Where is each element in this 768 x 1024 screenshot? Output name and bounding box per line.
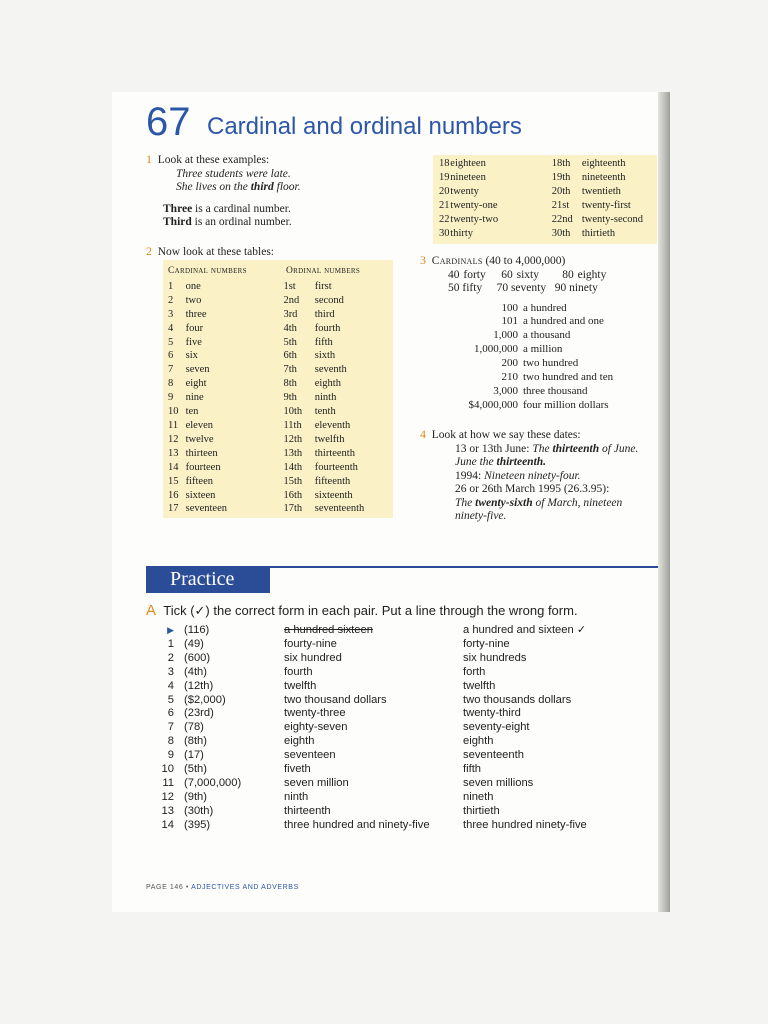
item-value: (12th)	[184, 679, 214, 692]
table-cell: 16th	[283, 489, 303, 501]
exercise-item	[160, 707, 587, 721]
option-b[interactable]: seventeenth	[463, 749, 524, 762]
table-cell: two	[185, 294, 202, 306]
item-number: 14	[161, 818, 174, 831]
exercise-item	[160, 791, 587, 805]
table-cell: fourteen	[185, 461, 221, 473]
unit-title: Cardinal and ordinal numbers	[207, 113, 522, 140]
option-a[interactable]: twenty-three	[284, 707, 346, 720]
table-cell: eighteenth	[581, 158, 626, 169]
table-row	[168, 502, 393, 516]
table-row	[168, 377, 393, 391]
number-figure: 1,000	[493, 329, 518, 342]
table-row	[439, 157, 657, 171]
item-number: 7	[167, 721, 174, 734]
table-cell: 2nd	[283, 294, 300, 306]
item-number: 10	[161, 763, 174, 776]
section-4: 4 Look at how we say these dates: 13 or 13th June: The thirteenth of June. June the thirteenth. 1994: Nineteen ninety-four. 26 or 26th March 1995 (26.3.95): The twenty-sixth of March, nineteen ninety-five.	[420, 427, 639, 522]
table-cell: 6th	[283, 350, 297, 362]
number-words: a hundred	[523, 301, 567, 314]
table-cell: 12	[168, 433, 179, 445]
number-words: three thousand	[523, 384, 588, 397]
table-cell: thirty	[450, 227, 474, 239]
table-cell: 11	[168, 419, 179, 431]
table-cell: nineteen	[450, 171, 486, 183]
table-cell: 4th	[283, 322, 297, 334]
item-number: 6	[167, 707, 174, 720]
table-cell: 16	[168, 489, 179, 501]
table-cell: second	[314, 294, 344, 306]
item-value: (600)	[184, 651, 211, 664]
table-cell: 20	[439, 185, 450, 197]
table-cell: ninth	[314, 392, 337, 404]
table-cell: 10	[168, 406, 179, 418]
table-cell: 1st	[283, 280, 296, 292]
item-value: (4th)	[184, 665, 208, 678]
exercise-item	[160, 652, 587, 666]
option-b[interactable]: fifth	[463, 763, 482, 776]
table-cell: eleventh	[314, 419, 351, 431]
date-line-5: The twenty-sixth of March, nineteen	[455, 496, 623, 509]
option-b[interactable]: seven millions	[463, 776, 534, 789]
tens-row-1: 40 forty 60 sixty 80 eighty	[448, 268, 607, 281]
table-cell: 9	[168, 392, 174, 404]
option-b[interactable]: six hundreds	[463, 651, 527, 664]
number-words: two hundred	[523, 357, 579, 370]
number-figure: $4,000,000	[468, 398, 518, 411]
page-gutter-shadow	[658, 92, 670, 912]
exercise-item	[160, 819, 587, 833]
table-cell: seven	[185, 364, 210, 376]
table-cell: fifteenth	[314, 475, 351, 487]
option-b[interactable]: three hundred ninety-five	[463, 818, 587, 831]
table-cell: twenty	[450, 185, 479, 197]
table-row	[168, 363, 393, 377]
table-cell: 3rd	[283, 308, 298, 320]
item-number: 9	[167, 749, 174, 762]
numbers-table-continued	[433, 155, 657, 244]
exercise-item	[160, 735, 587, 749]
item-value: (30th)	[184, 804, 214, 817]
table-row	[168, 433, 393, 447]
number-words: four million dollars	[523, 398, 609, 411]
table-cell: twelfth	[314, 433, 345, 445]
exercise-instruction: A Tick (✓) the correct form in each pair. Put a line through the wrong form.	[146, 602, 578, 619]
table-cell: 8th	[283, 378, 297, 390]
table-cell: 9th	[283, 392, 297, 404]
table-row	[439, 185, 657, 199]
item-value: ($2,000)	[184, 693, 226, 706]
option-b[interactable]: twelfth	[463, 679, 496, 692]
table-cell: 15th	[283, 475, 303, 487]
table-cell: sixteenth	[314, 489, 353, 501]
example-arrow-icon: ▶	[167, 625, 174, 635]
example-1: Three students were late.	[176, 167, 291, 180]
table-cell: 17	[168, 503, 179, 515]
number-figure: 101	[501, 315, 518, 328]
option-a[interactable]: seventeen	[284, 749, 336, 762]
option-a[interactable]: three hundred and ninety-five	[284, 818, 430, 831]
table-cell: eighteen	[450, 158, 486, 169]
table-cell: 7	[168, 364, 174, 376]
table-cell: 11th	[283, 419, 302, 431]
page-footer: PAGE 146 • ADJECTIVES AND ADVERBS	[146, 884, 299, 891]
table-cell: eleven	[185, 419, 214, 431]
number-row	[420, 302, 613, 316]
cardinal-header: Cardinal numbers	[168, 266, 247, 276]
number-row	[420, 385, 613, 399]
exercise-item	[160, 680, 587, 694]
table-cell: twenty-first	[581, 199, 631, 211]
table-row	[168, 308, 393, 322]
item-value: (17)	[184, 749, 204, 762]
table-cell: 3	[168, 308, 174, 320]
table-cell: thirteen	[185, 447, 218, 459]
table-cell: 21	[439, 199, 450, 211]
exercise-list	[160, 624, 587, 833]
item-value: (9th)	[184, 790, 208, 803]
table-cell: four	[185, 322, 204, 334]
exercise-item	[160, 694, 587, 708]
item-value: (23rd)	[184, 707, 214, 720]
exercise-item	[160, 721, 587, 735]
option-a[interactable]: fourth	[284, 665, 313, 678]
table-cell: 7th	[283, 364, 297, 376]
practice-heading: Practice	[146, 566, 270, 593]
number-figure: 100	[501, 301, 518, 314]
table-cell: 21st	[551, 199, 570, 211]
table-cell: 15	[168, 475, 179, 487]
table-cell: 19	[439, 171, 450, 183]
number-figure: 3,000	[493, 384, 518, 397]
table-row	[168, 294, 393, 308]
table-cell: 13	[168, 447, 179, 459]
section-3: 3 Cardinals (40 to 4,000,000) 40 forty 60 sixty 80 eighty 50 fifty 70 seventy 90 ninety 100 a hundred 101 a hundred and one 1,000 a thousand 1,000,000 a million 200 two hundred 210 two hundred and ten 3,000 three thousand $4,000,000 four million dollars	[420, 253, 614, 411]
table-cell: 20th	[551, 185, 571, 197]
table-row	[168, 475, 393, 489]
table-row	[168, 322, 393, 336]
table-cell: 22nd	[551, 213, 573, 225]
table-row	[168, 489, 393, 503]
table-row	[439, 171, 657, 185]
table-cell: 5	[168, 336, 174, 348]
table-cell: fifth	[314, 336, 333, 348]
number-figure: 1,000,000	[474, 343, 518, 356]
table-cell: 13th	[283, 447, 303, 459]
example-2: She lives on the third floor.	[176, 181, 301, 193]
option-a[interactable]: fourty-nine	[284, 637, 337, 650]
number-row	[420, 371, 613, 385]
number-figure: 200	[501, 357, 518, 370]
option-b[interactable]: twenty-third	[463, 707, 521, 720]
table-cell: 12th	[283, 433, 303, 445]
option-wrong[interactable]: a hundred sixteen	[284, 624, 373, 636]
date-line-2: June the thirteenth.	[455, 456, 547, 468]
number-row	[420, 329, 613, 343]
item-value: (78)	[184, 721, 204, 734]
unit-number: 67	[146, 100, 191, 144]
number-row	[420, 343, 613, 357]
table-row	[168, 405, 393, 419]
table-cell: 2	[168, 294, 174, 306]
table-cell: six	[185, 350, 198, 362]
table-cell: nine	[185, 392, 204, 404]
option-a[interactable]: eighth	[284, 735, 315, 748]
option-a[interactable]: fiveth	[284, 763, 311, 776]
exercise-item	[160, 777, 587, 791]
number-words: a hundred and one	[523, 315, 604, 328]
table-cell: seventh	[314, 364, 347, 376]
table-cell: 18	[439, 158, 450, 169]
date-line-6: ninety-five.	[455, 510, 507, 522]
table-cell: 22	[439, 213, 450, 225]
option-b[interactable]: two thousands dollars	[463, 693, 572, 706]
example-item: ▶ (116) a hundred sixteen a hundred and sixteen ✓	[160, 624, 587, 638]
item-number: 13	[161, 804, 174, 817]
date-line-4: 26 or 26th March 1995 (26.3.95):	[455, 483, 610, 495]
table-cell: thirtieth	[581, 227, 616, 239]
numbers-table	[163, 260, 393, 518]
option-b[interactable]: seventy-eight	[463, 721, 530, 734]
item-number: 2	[167, 651, 174, 664]
table-cell: one	[185, 280, 201, 292]
date-line-3: 1994: Nineteen ninety-four.	[455, 469, 581, 482]
table-row	[168, 419, 393, 433]
table-row	[439, 199, 657, 213]
table-cell: five	[185, 336, 202, 348]
table-cell: 14	[168, 461, 179, 473]
number-words: a thousand	[523, 329, 571, 342]
table-cell: 17th	[283, 503, 303, 515]
table-cell: third	[314, 308, 335, 320]
option-a[interactable]: six hundred	[284, 651, 342, 664]
table-cell: seventeenth	[314, 503, 365, 515]
option-a[interactable]: two thousand dollars	[284, 693, 387, 706]
table-row	[168, 349, 393, 363]
option-b[interactable]: forth	[463, 665, 486, 678]
table-cell: three	[185, 308, 207, 320]
table-row	[168, 461, 393, 475]
table-cell: nineteenth	[581, 171, 626, 183]
table-row	[168, 391, 393, 405]
ordinal-note: Third is an ordinal number.	[163, 216, 292, 228]
table-cell: 14th	[283, 461, 303, 473]
table-cell: thirteenth	[314, 447, 355, 459]
exercise-item	[160, 749, 587, 763]
table-cell: 8	[168, 378, 174, 390]
item-number: 12	[161, 790, 174, 803]
table-cell: 30	[439, 227, 450, 239]
item-number: 4	[167, 679, 174, 692]
exercise-item	[160, 805, 587, 819]
section-1	[146, 153, 301, 230]
table-cell: 10th	[283, 406, 303, 418]
table-cell: twenty-second	[581, 213, 644, 225]
item-number: 5	[167, 693, 174, 706]
item-value: (8th)	[184, 735, 208, 748]
section-1-intro: Look at these examples:	[157, 154, 270, 166]
option-a[interactable]: twelfth	[284, 679, 317, 692]
option-right[interactable]: a hundred and sixteen ✓	[463, 624, 587, 636]
table-cell: 4	[168, 322, 174, 334]
table-cell: fourteenth	[314, 461, 358, 473]
table-cell: fourth	[314, 322, 341, 334]
number-row	[420, 399, 613, 413]
table-cell: ten	[185, 406, 199, 418]
table-cell: tenth	[314, 406, 336, 418]
table-cell: eighth	[314, 378, 341, 390]
table-cell: twenty-one	[450, 199, 498, 211]
option-a[interactable]: thirteenth	[284, 804, 331, 817]
exercise-item	[160, 638, 587, 652]
table-cell: twentieth	[581, 185, 621, 197]
cardinals-header: Cardinals	[431, 255, 483, 267]
table-cell: first	[314, 280, 332, 292]
exercise-letter: A	[146, 602, 157, 619]
table-cell: fifteen	[185, 475, 214, 487]
item-number: 3	[167, 665, 174, 678]
option-b[interactable]: eighth	[463, 735, 494, 748]
section-2-intro: 2 Now look at these tables:	[146, 244, 275, 258]
cardinal-note: Three is a cardinal number.	[163, 202, 291, 215]
item-number: 8	[167, 735, 174, 748]
item-value: (49)	[184, 637, 204, 650]
option-b[interactable]: forty-nine	[463, 637, 510, 650]
table-cell: seventeen	[185, 503, 228, 515]
table-cell: twenty-two	[450, 213, 499, 225]
exercise-item	[160, 763, 587, 777]
table-cell: sixth	[314, 350, 336, 362]
number-words: two hundred and ten	[523, 371, 614, 384]
ordinal-header: Ordinal numbers	[286, 266, 361, 276]
item-value: (7,000,000)	[184, 776, 242, 789]
exercise-item	[160, 666, 587, 680]
table-row	[439, 227, 657, 241]
table-row	[168, 280, 393, 294]
item-value: (5th)	[184, 763, 208, 776]
option-b[interactable]: nineth	[463, 790, 494, 803]
table-row	[168, 336, 393, 350]
table-cell: 5th	[283, 336, 297, 348]
item-number: 1	[167, 637, 174, 650]
table-cell: 1	[168, 280, 174, 292]
table-cell: 30th	[551, 227, 571, 239]
option-b[interactable]: thirtieth	[463, 804, 500, 817]
table-row	[439, 213, 657, 227]
table-cell: sixteen	[185, 489, 216, 501]
number-row	[420, 315, 613, 329]
option-a[interactable]: eighty-seven	[284, 721, 348, 734]
table-cell: twelve	[185, 433, 214, 445]
section-number: 1	[146, 152, 152, 166]
option-a[interactable]: ninth	[284, 790, 309, 803]
tens-row-2: 50 fifty 70 seventy 90 ninety	[448, 282, 598, 294]
number-figure: 210	[501, 371, 518, 384]
table-cell: eight	[185, 378, 207, 390]
item-number: 11	[162, 776, 174, 789]
table-cell: 6	[168, 350, 174, 362]
number-row	[420, 357, 613, 371]
item-value: (395)	[184, 818, 211, 831]
table-row	[168, 447, 393, 461]
table-cell: 18th	[551, 158, 571, 169]
number-words: a million	[523, 343, 563, 356]
table-cell: 19th	[551, 171, 571, 183]
option-a[interactable]: seven million	[284, 776, 349, 789]
date-line-1: 13 or 13th June: The thirteenth of June.	[455, 442, 639, 455]
